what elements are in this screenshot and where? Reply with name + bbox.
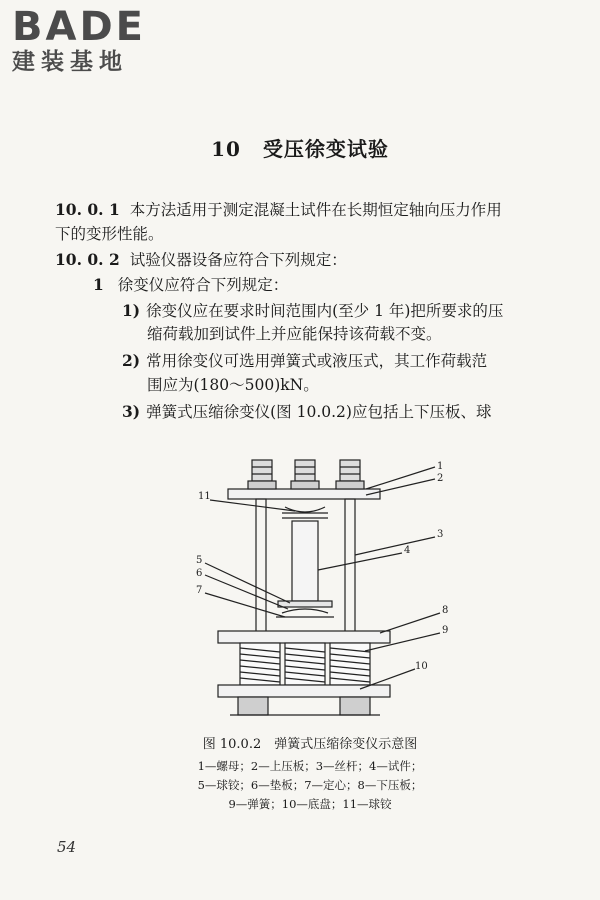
- label-2: 2: [437, 473, 444, 484]
- ball-joint-top: [285, 507, 325, 512]
- logo-chinese-name: 建装基地: [12, 49, 128, 75]
- spring-middle: [285, 643, 325, 685]
- subitem-1: [122, 298, 503, 324]
- logo-wordmark: BADE: [12, 4, 146, 50]
- chapter-title: 受压徐变试验: [262, 137, 389, 161]
- label-8: 8: [442, 605, 449, 616]
- chapter-heading: [0, 133, 600, 162]
- item-number: 1: [93, 275, 104, 294]
- page-number: 54: [57, 838, 77, 856]
- figure-legend-line-3: 9—弹簧；10—底盘；11—球铰: [228, 797, 392, 811]
- subitem-number: 2): [122, 351, 141, 370]
- clause-text: 试验仪器设备应符合下列规定：: [129, 251, 347, 269]
- label-11: 11: [198, 491, 211, 502]
- subitem-line: 常用徐变仪可选用弹簧式或液压式，其工作荷载范: [146, 352, 488, 370]
- upper-plate: [228, 489, 380, 499]
- clause-10-0-1: [55, 197, 575, 223]
- item-1: [93, 272, 288, 298]
- figure-legend-line-2: 5—球铰；6—垫板；7—定心；8—下压板；: [197, 778, 423, 792]
- subitem-3: [122, 399, 491, 425]
- figure-legend-line-1: 1—螺母；2—上压板；3—丝杆；4—试件；: [197, 759, 423, 773]
- label-6: 6: [196, 568, 203, 579]
- item-text: 徐变仪应符合下列规定：: [117, 276, 289, 294]
- label-3: 3: [437, 529, 444, 540]
- subitem-line: 弹簧式压缩徐变仪(图 10.0.2)应包括上下压板、球: [146, 403, 492, 421]
- figure-caption: 图 10.0.2 弹簧式压缩徐变仪示意图: [202, 737, 418, 752]
- spring-left: [240, 643, 280, 685]
- clause-10-0-1-continued: 下的变形性能。: [55, 225, 164, 243]
- label-5: 5: [196, 555, 203, 566]
- subitem-number: 1): [122, 301, 141, 320]
- lower-plate: [218, 631, 390, 643]
- clause-number: 10. 0. 2: [55, 250, 120, 269]
- subitem-line: 徐变仪应在要求时间范围内(至少 1 年)把所要求的压: [146, 302, 504, 320]
- clause-text: 本方法适用于测定混凝土试件在长期恒定轴向压力作用: [129, 201, 502, 219]
- label-4: 4: [404, 545, 411, 556]
- label-1: 1: [437, 461, 444, 472]
- pad-plate: [278, 601, 332, 607]
- publisher-logo: [12, 6, 146, 76]
- spring-right: [330, 643, 370, 685]
- specimen: [292, 521, 318, 601]
- label-10: 10: [415, 661, 428, 672]
- subitem-number: 3): [122, 402, 141, 421]
- subitem-2-continued: 围应为(180～500)kN。: [147, 376, 319, 394]
- clause-10-0-2: [55, 247, 347, 273]
- label-9: 9: [442, 625, 449, 636]
- figure-10-0-2: [190, 455, 450, 734]
- screw-rod-right: [345, 499, 355, 634]
- subitem-2: [122, 348, 487, 374]
- chapter-number: 10: [211, 137, 241, 161]
- ball-joint-lower: [282, 609, 328, 613]
- clause-number: 10. 0. 1: [55, 200, 120, 219]
- screw-rod-left: [256, 499, 266, 634]
- subitem-1-continued: 缩荷载加到试件上并应能保持该荷载不变。: [147, 325, 442, 343]
- creep-apparatus-drawing: [190, 455, 450, 730]
- base-plate: [218, 685, 390, 697]
- label-7: 7: [196, 585, 203, 596]
